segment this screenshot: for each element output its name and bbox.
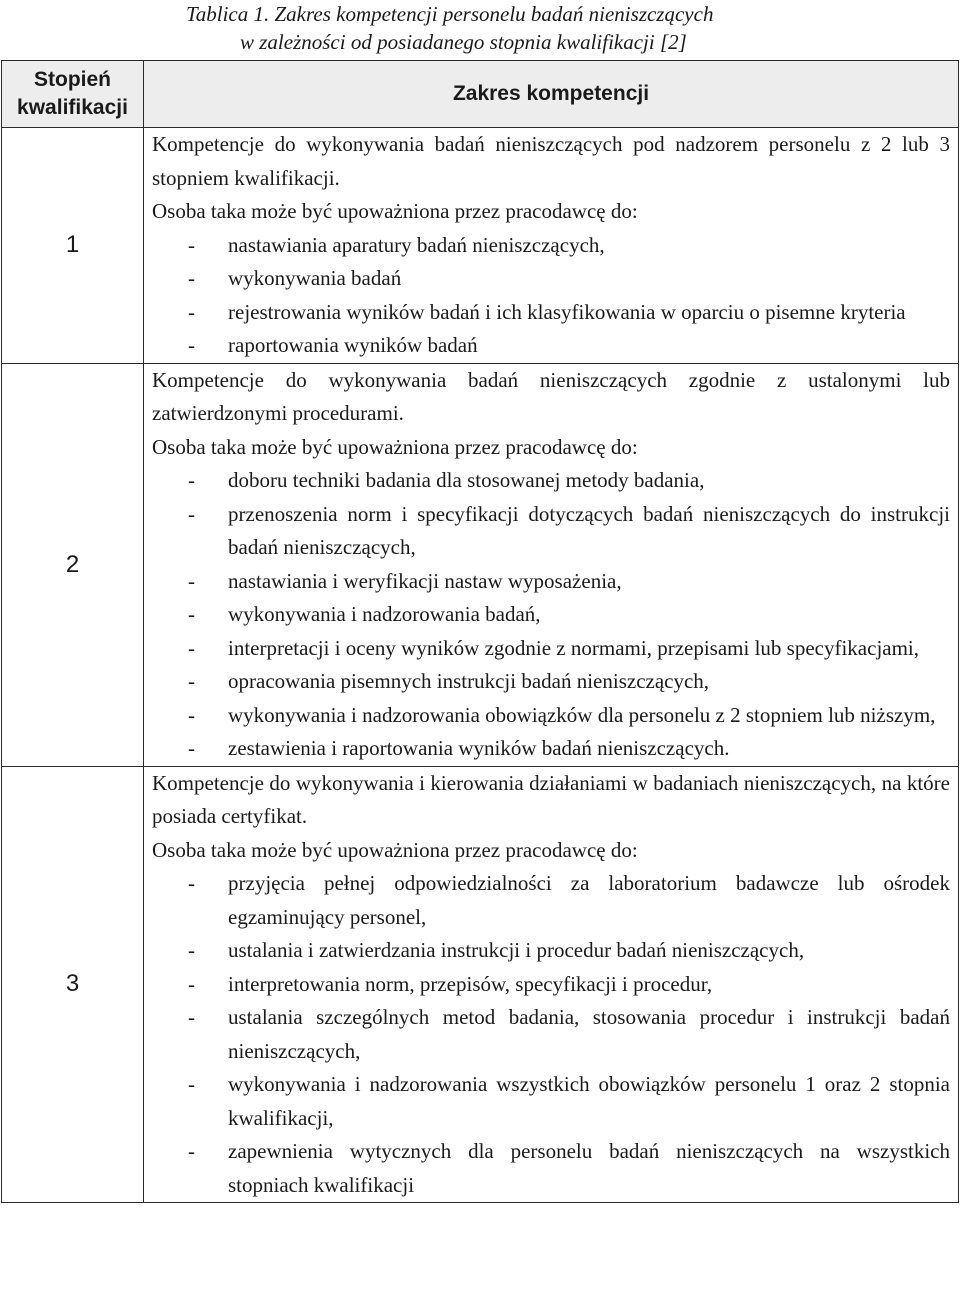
list-item	[152, 229, 950, 263]
bullet-dash: -	[188, 1139, 195, 1163]
bullet-dash: -	[188, 468, 195, 492]
list-item	[152, 329, 950, 363]
list-item-text: wykonywania i nadzorowania obowiązków dla personelu z 2 stopniem lub niższym,	[228, 702, 936, 727]
list-item-text: opracowania pisemnych instrukcji badań nieniszczących,	[228, 669, 710, 693]
bullet-dash: -	[188, 938, 195, 962]
level-cell: 2	[2, 363, 144, 766]
competence-lead: Osoba taka może być upoważniona przez pracodawcę do:	[152, 199, 638, 223]
list-item-text: rejestrowania wyników badań i ich klasyfikowania w oparciu o pisemne kryteria	[228, 299, 906, 324]
list-item	[152, 565, 950, 599]
list-item	[152, 464, 950, 498]
list-item-text: nastawiania aparatury badań nieniszczących,	[228, 232, 605, 257]
list-item-text: zapewnienia wytycznych dla personelu badań nieniszczących na wszystkich stopniach kwalifikacji	[228, 1139, 950, 1197]
competence-list	[152, 464, 950, 766]
bullet-dash: -	[188, 602, 195, 626]
competence-list	[152, 867, 950, 1202]
competence-intro: Kompetencje do wykonywania badań nieniszczących zgodnie z ustalonymi lub zatwierdzonymi procedurami.	[152, 367, 950, 425]
list-item	[152, 665, 950, 699]
header-competence-scope: Zakres kompetencji	[144, 61, 959, 128]
bullet-dash: -	[188, 736, 195, 760]
bullet-dash: -	[188, 501, 195, 526]
level-cell: 3	[2, 766, 144, 1203]
list-item	[152, 1135, 950, 1202]
list-item-text: przenoszenia norm i specyfikacji dotyczących badań nieniszczących do instrukcji badań nieniszczących,	[228, 501, 950, 559]
list-item	[152, 262, 950, 296]
table-header-row	[2, 61, 959, 128]
competence-intro: Kompetencje do wykonywania badań nieniszczących pod nadzorem personelu z 2 lub 3 stopniem kwalifikacji.	[152, 132, 950, 190]
list-item	[152, 934, 950, 968]
table-row	[2, 128, 959, 364]
list-item	[152, 1068, 950, 1135]
competence-table	[1, 60, 959, 1203]
table-row	[2, 766, 959, 1203]
list-item-text: zestawienia i raportowania wyników badań nieniszczących.	[228, 736, 730, 760]
table-row	[2, 363, 959, 766]
list-item	[152, 867, 950, 934]
table-caption	[150, 0, 900, 56]
bullet-dash: -	[188, 299, 195, 324]
bullet-dash: -	[188, 871, 195, 895]
list-item-text: wykonywania i nadzorowania wszystkich obowiązków personelu 1 oraz 2 stopnia kwalifikacji,	[228, 1072, 950, 1130]
list-item-text: raportowania wyników badań	[228, 333, 478, 357]
list-item	[152, 498, 950, 565]
bullet-dash: -	[188, 1005, 195, 1029]
competence-list	[152, 229, 950, 363]
bullet-dash: -	[188, 1072, 195, 1096]
list-item-text: interpretacji i oceny wyników zgodnie z normami, przepisami lub specyfikacjami,	[228, 635, 920, 660]
list-item-text: nastawiania i weryfikacji nastaw wyposażenia,	[228, 568, 622, 593]
list-item-text: interpretowania norm, przepisów, specyfikacji i procedur,	[228, 971, 713, 996]
bullet-dash: -	[188, 702, 195, 727]
competence-cell	[144, 128, 959, 364]
caption-line-2: w zależności od posiadanego stopnia kwalifikacji [2]	[240, 30, 687, 54]
list-item-text: wykonywania badań	[228, 266, 402, 290]
competence-intro: Kompetencje do wykonywania i kierowania działaniami w badaniach nieniszczących, na które posiada certyfikat.	[152, 770, 950, 828]
level-cell: 1	[2, 128, 144, 364]
list-item	[152, 296, 950, 330]
header-qualification-level: Stopień kwalifikacji	[2, 61, 144, 128]
bullet-dash: -	[188, 971, 195, 996]
list-item-text: ustalania i zatwierdzania instrukcji i procedur badań nieniszczących,	[228, 938, 805, 962]
bullet-dash: -	[188, 333, 195, 357]
bullet-dash: -	[188, 232, 195, 257]
bullet-dash: -	[188, 635, 195, 660]
list-item	[152, 598, 950, 632]
competence-lead: Osoba taka może być upoważniona przez pracodawcę do:	[152, 434, 638, 459]
list-item	[152, 732, 950, 766]
list-item	[152, 968, 950, 1002]
caption-line-1: Tablica 1. Zakres kompetencji personelu badań nieniszczących	[186, 2, 714, 26]
bullet-dash: -	[188, 568, 195, 593]
list-item-text: wykonywania i nadzorowania badań,	[228, 602, 541, 626]
list-item	[152, 699, 950, 733]
competence-lead: Osoba taka może być upoważniona przez pracodawcę do:	[152, 837, 638, 862]
bullet-dash: -	[188, 669, 195, 693]
list-item	[152, 1001, 950, 1068]
competence-cell	[144, 766, 959, 1203]
bullet-dash: -	[188, 266, 195, 290]
list-item-text: doboru techniki badania dla stosowanej metody badania,	[228, 468, 705, 492]
competence-cell	[144, 363, 959, 766]
list-item	[152, 632, 950, 666]
list-item-text: przyjęcia pełnej odpowiedzialności za laboratorium badawcze lub ośrodek egzaminujący personel,	[228, 871, 950, 929]
list-item-text: ustalania szczególnych metod badania, stosowania procedur i instrukcji badań nieniszczących,	[228, 1005, 950, 1063]
